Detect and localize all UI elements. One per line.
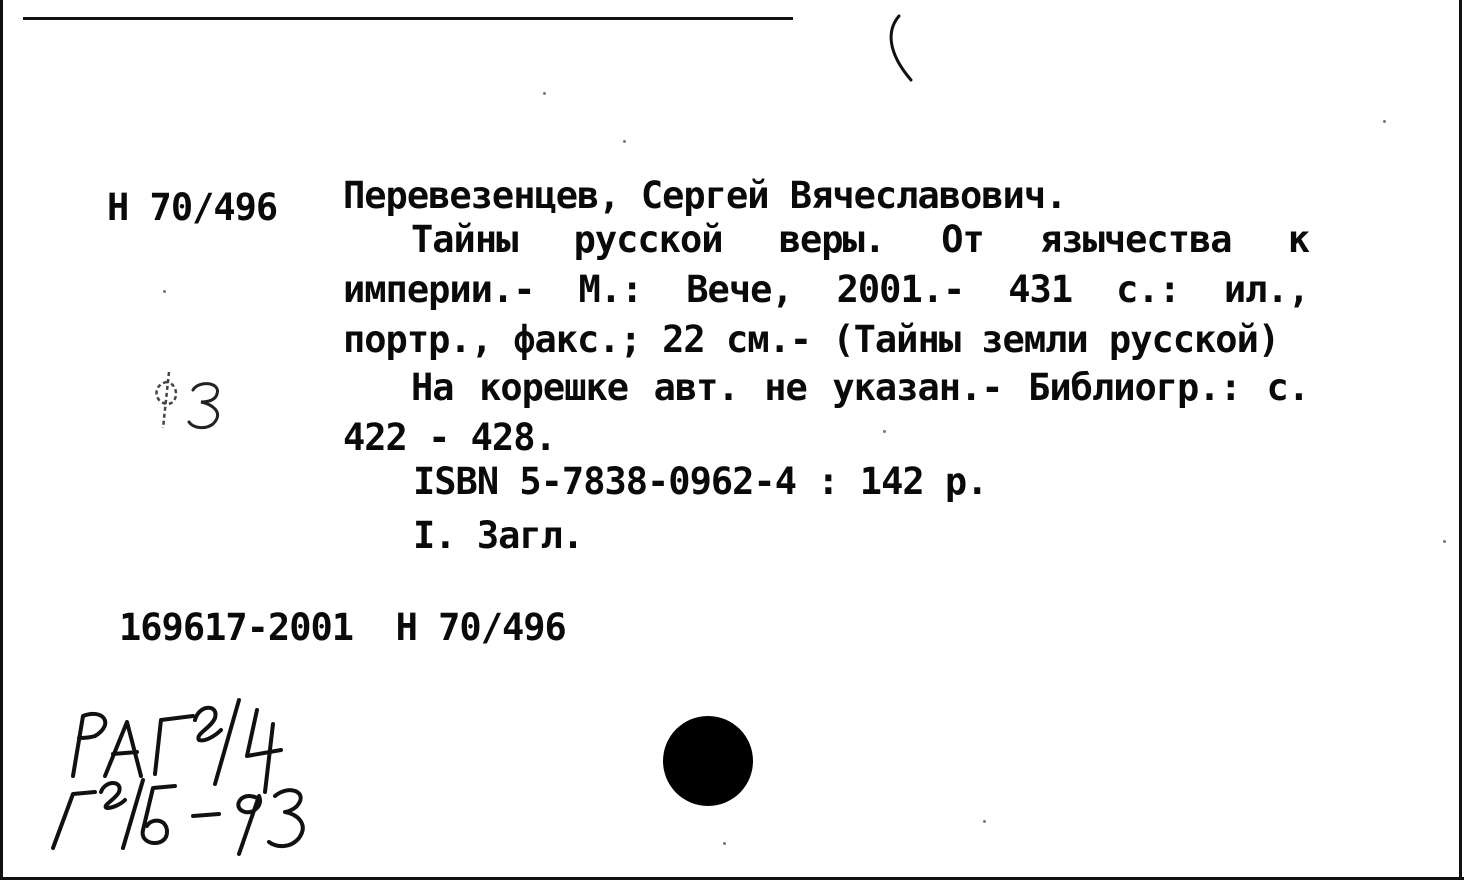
- handwritten-shelf-mark: [147, 368, 237, 438]
- note-line-1: На корешке авт. не указан.- Библиогр.: с.: [411, 366, 1309, 409]
- handwritten-location-note: [43, 680, 363, 870]
- tracing-line: I. Загл.: [413, 514, 584, 557]
- call-number: Н 70/496: [107, 186, 278, 229]
- note-line-2: 422 - 428.: [343, 416, 556, 459]
- accession-line: 169617-2001 Н 70/496: [119, 606, 566, 649]
- scan-speck: [163, 290, 166, 293]
- handwritten-parenthesis-mark: [881, 12, 921, 84]
- scan-speck: [623, 140, 626, 143]
- author-heading: Перевезенцев, Сергей Вячеславович.: [343, 174, 1067, 217]
- right-edge-rule: [1459, 0, 1462, 880]
- scan-speck: [983, 820, 986, 823]
- title-line-1: Тайны русской веры. От язычества к: [411, 218, 1309, 261]
- scan-speck: [1383, 120, 1386, 123]
- isbn-line: ISBN 5-7838-0962-4 : 142 р.: [413, 460, 988, 503]
- title-line-2: империи.- М.: Вече, 2001.- 431 с.: ил.,: [343, 268, 1309, 311]
- scan-speck: [883, 430, 886, 433]
- top-rule: [23, 17, 793, 20]
- punch-dot: [663, 716, 753, 806]
- title-line-3: портр., факс.; 22 см.- (Тайны земли русской): [343, 318, 1280, 361]
- scan-speck: [543, 92, 546, 95]
- scan-speck: [723, 842, 726, 845]
- scan-speck: [1443, 540, 1446, 543]
